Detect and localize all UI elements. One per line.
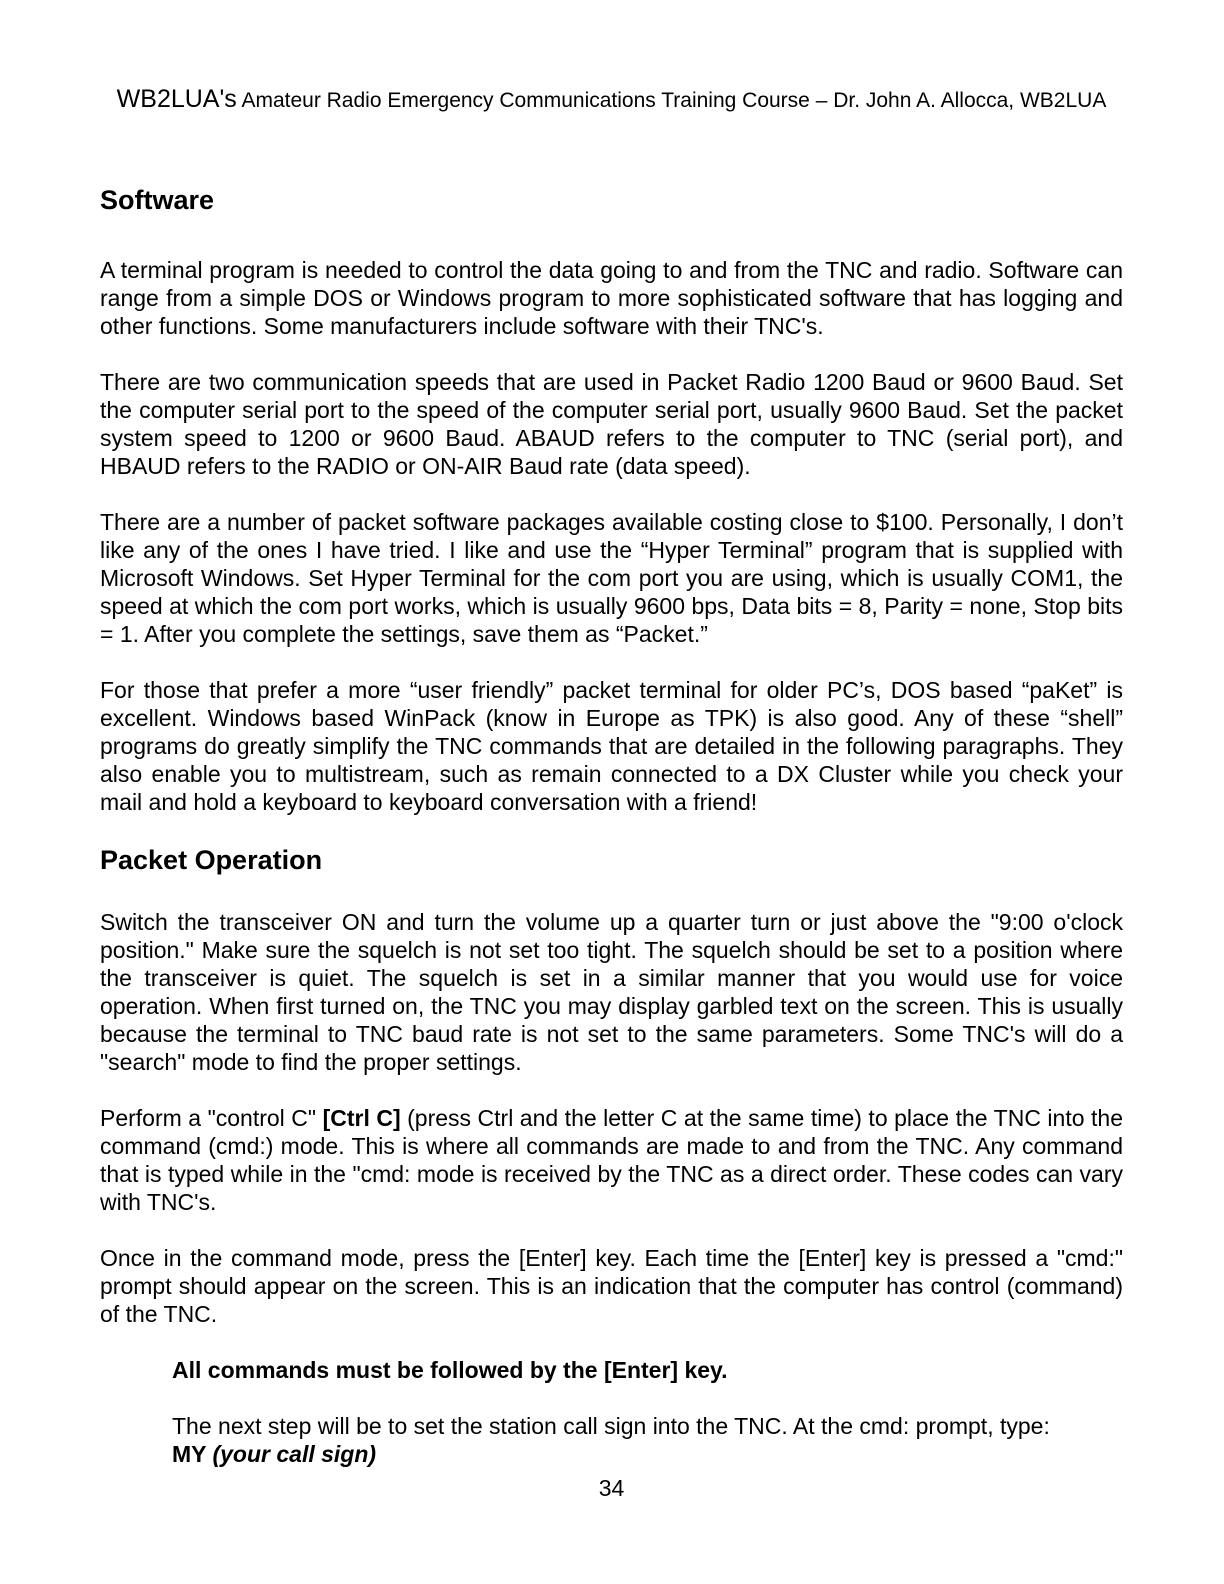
header-title: Amateur Radio Emergency Communications Training Course – Dr. John A. Allocca, WB2LUA bbox=[236, 89, 1107, 112]
next-step-block bbox=[172, 1412, 1123, 1468]
enter-key-note: All commands must be followed by the [Enter] key. bbox=[172, 1357, 728, 1383]
next-step-line: The next step will be to set the station call sign into the TNC. At the cmd: prompt, type: bbox=[172, 1413, 1050, 1439]
page-number: 34 bbox=[598, 1475, 625, 1501]
paragraph-software-2: There are two communication speeds that are used in Packet Radio 1200 Baud or 9600 Baud. Set the computer serial port to the speed of the computer serial port, usually 9600 Baud. Set the packet system speed to 1200 or 9600 Baud. ABAUD refers to the computer to TNC (serial port), and HBAUD refers to the RADIO or ON-AIR Baud rate (data speed). bbox=[100, 369, 1123, 479]
command-my-text: MY bbox=[172, 1441, 213, 1467]
document-header bbox=[100, 84, 1123, 116]
paragraph-packet-3: Once in the command mode, press the [Enter] key. Each time the [Enter] key is pressed a "cmd:" prompt should appear on the screen. This is an indication that the computer has control (command) of the TNC. bbox=[100, 1245, 1123, 1327]
paragraph-packet-2-after: (press Ctrl and the letter C at the same time) to place the TNC into the command (cmd:) mode. This is where all commands are made to and from the TNC. Any command that is typed while in the "cmd: mode is received by the TNC as a direct order. These codes can vary with TNC's. bbox=[100, 1105, 1123, 1215]
paragraph-packet-2-before: Perform a "control C" bbox=[100, 1105, 323, 1131]
paragraph-software-4: For those that prefer a more “user friendly” packet terminal for older PC’s, DOS based “paKet” is excellent. Windows based WinPack (know in Europe as TPK) is also good. Any of these “shell” programs do greatly simplify the TNC commands that are detailed in the following paragraphs. They also enable you to multistream, such as remain connected to a DX Cluster while you check your mail and hold a keyboard to keyboard conversation with a friend! bbox=[100, 677, 1123, 815]
paragraph-software-3: There are a number of packet software packages available costing close to $100. Personally, I don’t like any of the ones I have tried. I like and use the “Hyper Terminal” program that is supplied with Microsoft Windows. Set Hyper Terminal for the com port you are using, which is usually COM1, the speed at which the com port works, which is usually 9600 bps, Data bits = 8, Parity = none, Stop bits = 1. After you complete the settings, save them as “Packet.” bbox=[100, 509, 1123, 647]
heading-software: Software bbox=[100, 185, 215, 215]
paragraph-software-1: A terminal program is needed to control the data going to and from the TNC and radio. Software can range from a simple DOS or Windows program to more sophisticated software that has logging and other functions. Some manufacturers include software with their TNC's. bbox=[100, 257, 1123, 339]
paragraph-packet-2 bbox=[100, 1104, 1123, 1216]
ctrl-c-bold-text: [Ctrl C] bbox=[322, 1105, 401, 1131]
command-callsign-text: (your call sign) bbox=[212, 1441, 377, 1467]
command-line bbox=[172, 1440, 1123, 1468]
header-callsign: WB2LUA's bbox=[116, 85, 237, 113]
heading-packet-operation: Packet Operation bbox=[100, 845, 323, 875]
paragraph-packet-1: Switch the transceiver ON and turn the volume up a quarter turn or just above the "9:00 o'clock position." Make sure the squelch is not set too tight. The squelch should be set to a position where the transceiver is quiet. The squelch is set in a similar manner that you would use for voice operation. When first turned on, the TNC you may display garbled text on the screen. This is usually because the terminal to TNC baud rate is not set to the same parameters. Some TNC's will do a "search" mode to find the proper settings. bbox=[100, 909, 1123, 1075]
